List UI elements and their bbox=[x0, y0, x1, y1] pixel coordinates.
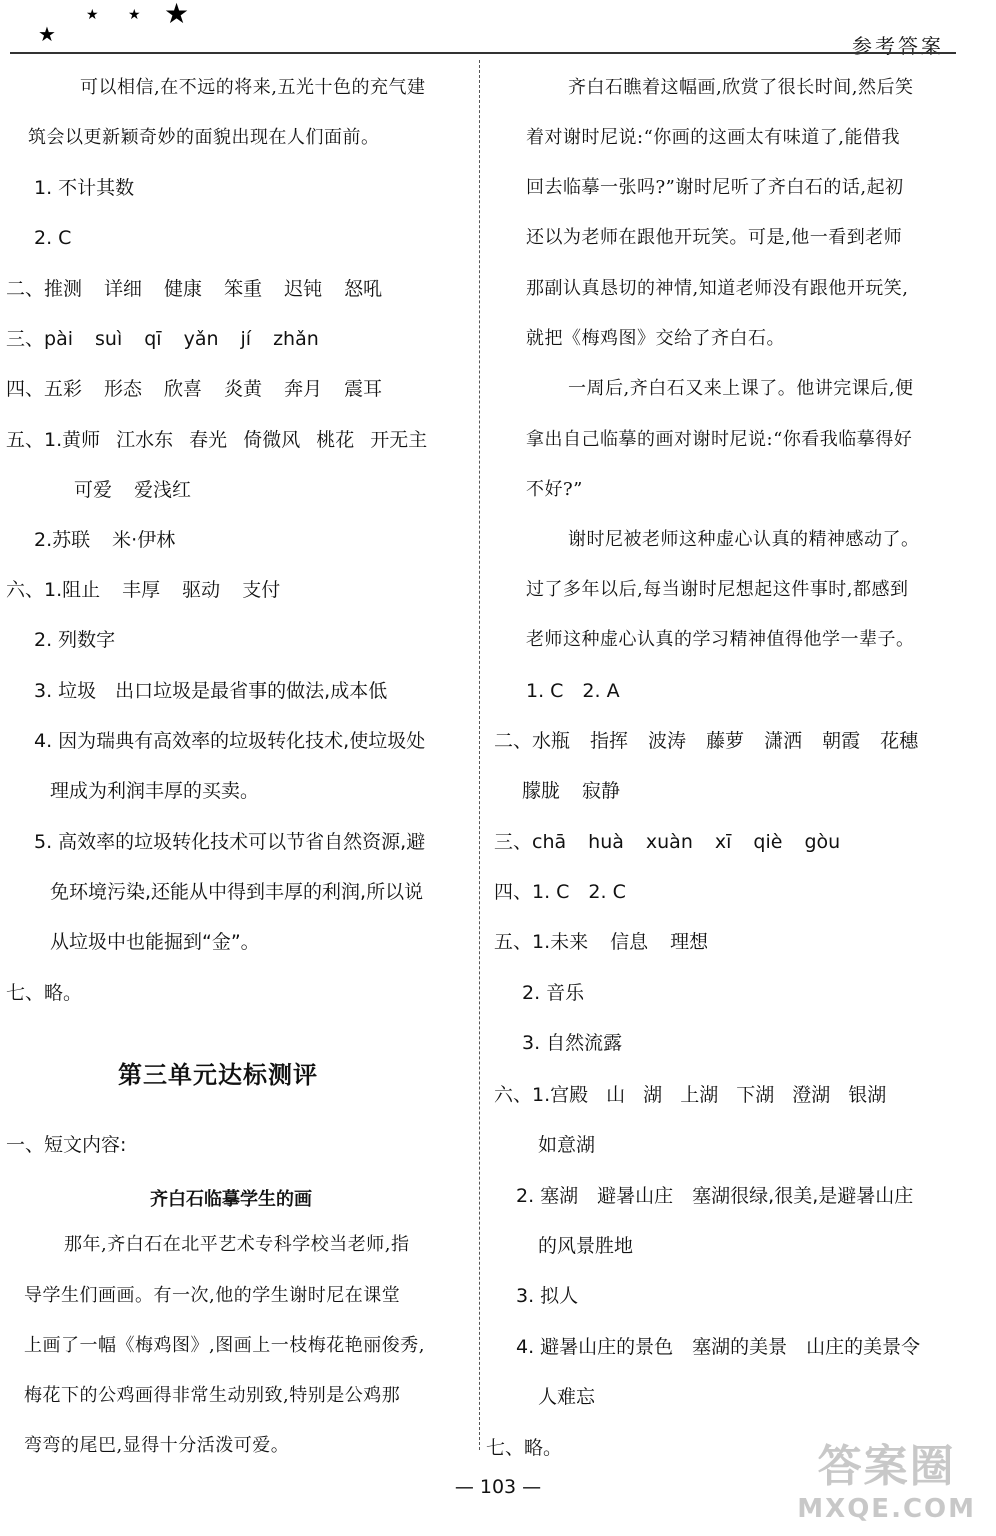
answer-line: 3. 自然流露 bbox=[522, 1032, 623, 1054]
answer-word: 春光 bbox=[189, 429, 228, 451]
answer-word: 可爱 bbox=[74, 479, 113, 501]
answer-word: 黄师 bbox=[62, 429, 101, 451]
answer-word: 江水东 bbox=[116, 429, 174, 451]
answer-word: 上湖 bbox=[680, 1084, 719, 1106]
answer-line: 3. 拟人 bbox=[516, 1285, 579, 1307]
answer-q5-1-cont bbox=[74, 478, 191, 502]
pinyin: huà bbox=[588, 831, 624, 853]
star-icon: ★ bbox=[38, 22, 56, 46]
answer-word: 波涛 bbox=[648, 730, 687, 752]
story-line: 拿出自己临摹的画对谢时尼说:“你看我临摹得好 bbox=[526, 429, 913, 450]
pinyin: zhǎn bbox=[273, 328, 319, 350]
answer-word: 迟钝 bbox=[284, 278, 323, 300]
story-line: 不好?” bbox=[526, 479, 583, 500]
question-label: 五、1. bbox=[494, 931, 551, 953]
story-line: 齐白石瞧着这幅画,欣赏了很长时间,然后笑 bbox=[568, 77, 914, 98]
question-label: 三、 bbox=[494, 831, 533, 853]
answer-word: 丰厚 bbox=[122, 579, 161, 601]
story-line: 着对谢时尼说:“你画的这画太有味道了,能借我 bbox=[526, 127, 900, 148]
pinyin: qī bbox=[144, 328, 162, 350]
answer-word: 爱浅红 bbox=[134, 479, 192, 501]
pinyin: chā bbox=[532, 831, 567, 853]
answer-word: 潇洒 bbox=[764, 730, 803, 752]
answer-word: 倚微风 bbox=[243, 429, 301, 451]
answer-q3 bbox=[6, 327, 319, 351]
answer-line: 3. 垃圾 出口垃圾是最省事的做法,成本低 bbox=[34, 680, 388, 702]
answer-line: 从垃圾中也能掘到“金”。 bbox=[50, 931, 260, 953]
answer-q6-1 bbox=[6, 578, 280, 602]
pinyin: gòu bbox=[804, 831, 841, 853]
answer-word: 笨重 bbox=[224, 278, 263, 300]
question-label: 二、 bbox=[494, 730, 533, 752]
pinyin: pài bbox=[44, 328, 73, 350]
answer-line: 1. 不计其数 bbox=[34, 177, 135, 199]
story-line: 导学生们画画。有一次,他的学生谢时尼在课堂 bbox=[24, 1285, 401, 1306]
answer-line: 2. 列数字 bbox=[34, 629, 116, 651]
pinyin: xī bbox=[714, 831, 732, 853]
answer-word: 震耳 bbox=[344, 378, 383, 400]
text-line: 筑会以更新颖奇妙的面貌出现在人们面前。 bbox=[28, 127, 380, 148]
answer-word: 花穗 bbox=[880, 730, 919, 752]
answer-word: 藤萝 bbox=[706, 730, 745, 752]
star-icon: ★ bbox=[164, 0, 190, 30]
question-label: 六、1. bbox=[6, 579, 63, 601]
answer-word: 阻止 bbox=[62, 579, 101, 601]
answer-word: 开无主 bbox=[370, 429, 428, 451]
star-icon: ★ bbox=[128, 7, 141, 23]
pinyin: jí bbox=[240, 328, 252, 350]
question-label: 三、 bbox=[6, 328, 45, 350]
answer-q3 bbox=[494, 830, 840, 854]
answer-q4 bbox=[6, 377, 382, 401]
answer-line: 4. 避暑山庄的景色 塞湖的美景 山庄的美景令 bbox=[516, 1336, 921, 1358]
answer-word: 朝霞 bbox=[822, 730, 861, 752]
answer-line: 四、1. C 2. C bbox=[494, 881, 626, 903]
answer-line: 2. C bbox=[34, 227, 72, 249]
answer-word: 朦胧 bbox=[522, 780, 561, 802]
story-line: 就把《梅鸡图》交给了齐白石。 bbox=[526, 328, 785, 349]
answer-line: 理成为利润丰厚的买卖。 bbox=[50, 780, 260, 802]
story-title: 齐白石临摹学生的画 bbox=[150, 1189, 312, 1210]
answer-word: 米·伊林 bbox=[112, 529, 176, 551]
question-label: 四、 bbox=[6, 378, 45, 400]
story-line: 谢时尼被老师这种虚心认真的精神感动了。 bbox=[568, 529, 920, 550]
answer-line: 免环境污染,还能从中得到丰厚的利润,所以说 bbox=[50, 881, 424, 903]
answer-word: 澄湖 bbox=[792, 1084, 831, 1106]
answer-word: 水瓶 bbox=[532, 730, 571, 752]
story-line: 弯弯的尾巴,显得十分活泼可爱。 bbox=[24, 1435, 290, 1456]
answer-word: 驱动 bbox=[182, 579, 221, 601]
pinyin: xuàn bbox=[645, 831, 693, 853]
answer-word: 详细 bbox=[104, 278, 143, 300]
answer-word: 形态 bbox=[104, 378, 143, 400]
answer-q6-1 bbox=[494, 1083, 886, 1107]
answer-word: 宫殿 bbox=[550, 1084, 589, 1106]
answer-word: 湖 bbox=[643, 1084, 663, 1106]
answer-word: 山 bbox=[606, 1084, 626, 1106]
answer-word: 支付 bbox=[242, 579, 281, 601]
answer-word: 推测 bbox=[44, 278, 83, 300]
story-line: 那副认真恳切的神情,知道老师没有跟他开玩笑, bbox=[526, 278, 909, 299]
answer-word: 苏联 bbox=[52, 529, 91, 551]
column-divider bbox=[479, 60, 480, 1450]
answer-line: 的风景胜地 bbox=[538, 1235, 634, 1257]
watermark-url: MXQE.COM bbox=[797, 1494, 976, 1524]
answer-line: 七、略。 bbox=[486, 1437, 563, 1459]
question-label: 五、1. bbox=[6, 429, 63, 451]
story-line: 回去临摹一张吗?”谢时尼听了齐白石的话,起初 bbox=[526, 177, 904, 198]
pinyin: yǎn bbox=[183, 328, 219, 350]
answer-line: 4. 因为瑞典有高效率的垃圾转化技术,使垃圾处 bbox=[34, 730, 426, 752]
story-line: 老师这种虚心认真的学习精神值得他学一辈子。 bbox=[526, 629, 915, 650]
answer-q5-2 bbox=[34, 528, 175, 552]
answer-word: 未来 bbox=[550, 931, 589, 953]
question-label: 六、1. bbox=[494, 1084, 551, 1106]
text-line: 可以相信,在不远的将来,五光十色的充气建 bbox=[80, 77, 426, 98]
story-line: 还以为老师在跟他开玩笑。可是,他一看到老师 bbox=[526, 227, 903, 248]
question-label: 2. bbox=[34, 529, 53, 551]
answer-q5-1 bbox=[6, 428, 427, 452]
answer-word: 欣喜 bbox=[164, 378, 203, 400]
answer-word: 五彩 bbox=[44, 378, 83, 400]
answer-q5-1 bbox=[494, 930, 708, 954]
story-line: 那年,齐白石在北平艺术专科学校当老师,指 bbox=[64, 1234, 410, 1255]
answer-line: 2. 塞湖 避暑山庄 塞湖很绿,很美,是避暑山庄 bbox=[516, 1185, 914, 1207]
answer-word: 理想 bbox=[670, 931, 709, 953]
answer-word: 健康 bbox=[164, 278, 203, 300]
watermark-logo bbox=[797, 1430, 976, 1524]
answer-word: 桃花 bbox=[316, 429, 355, 451]
answer-line: 2. 音乐 bbox=[522, 982, 585, 1004]
answer-word: 炎黄 bbox=[224, 378, 263, 400]
answer-word: 怒吼 bbox=[344, 278, 383, 300]
answer-line: 如意湖 bbox=[538, 1134, 596, 1156]
answer-word: 指挥 bbox=[590, 730, 629, 752]
story-line: 梅花下的公鸡画得非常生动别致,特别是公鸡那 bbox=[24, 1385, 401, 1406]
watermark-text: 答案圈 bbox=[817, 1441, 956, 1492]
answer-line: 七、略。 bbox=[6, 982, 83, 1004]
header-title: 参考答案 bbox=[852, 34, 944, 58]
section-title: 第三单元达标测评 bbox=[118, 1061, 318, 1089]
page-number: — 103 — bbox=[454, 1476, 542, 1498]
answer-q2-cont bbox=[522, 779, 620, 803]
page-header bbox=[0, 0, 996, 60]
answer-q2 bbox=[6, 277, 382, 301]
question-label: 二、 bbox=[6, 278, 45, 300]
story-line: 一周后,齐白石又来上课了。他讲完课后,便 bbox=[568, 378, 914, 399]
answer-line: 5. 高效率的垃圾转化技术可以节省自然资源,避 bbox=[34, 831, 426, 853]
answer-line: 1. C 2. A bbox=[526, 680, 620, 702]
star-icon: ★ bbox=[86, 7, 99, 23]
header-rule bbox=[10, 52, 956, 54]
story-line: 上画了一幅《梅鸡图》,图画上一枝梅花艳丽俊秀, bbox=[24, 1335, 425, 1356]
story-line: 过了多年以后,每当谢时尼想起这件事时,都感到 bbox=[526, 579, 909, 600]
answer-word: 信息 bbox=[610, 931, 649, 953]
answer-q2 bbox=[494, 729, 918, 753]
answer-word: 下湖 bbox=[736, 1084, 775, 1106]
answer-word: 银湖 bbox=[848, 1084, 887, 1106]
answer-word: 寂静 bbox=[582, 780, 621, 802]
answer-line: 一、短文内容: bbox=[6, 1134, 127, 1156]
pinyin: qiè bbox=[753, 831, 783, 853]
answer-line: 人难忘 bbox=[538, 1386, 596, 1408]
pinyin: suì bbox=[95, 328, 123, 350]
answer-word: 奔月 bbox=[284, 378, 323, 400]
